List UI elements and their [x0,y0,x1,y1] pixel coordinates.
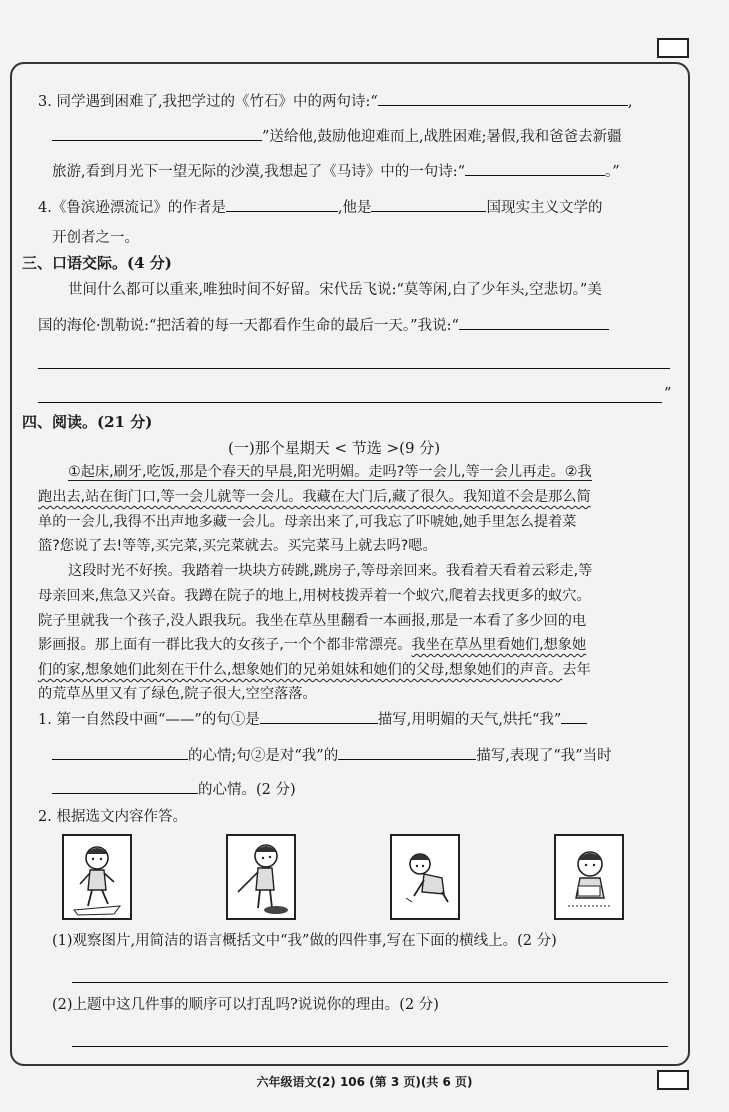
p2-line-4-text: 影画报。那上面有一群比我大的女孩子,一个个都非常漂亮。 [38,637,412,653]
passage-title: (一)那个星期天 < 节选 >(9 分) [228,439,441,457]
q3-blank-3[interactable] [465,160,605,176]
p2-wavy-a: 我坐在草丛里看她们,想象她 [411,637,587,653]
question1-text-a: 1. 第一自然段中画“——”的句①是 [38,712,260,728]
question2-line1 [38,807,187,827]
p1-line-2-text: 跑出去,站在街门口,等一会儿就等一会儿。我藏在大门后,藏了很久。我知道不会是那么简 [38,489,591,505]
question2-sub1-text: (1)观察图片,用简洁的语言概括文中“我”做的四件事,写在下面的横线上。(2 分) [52,933,557,949]
section4-heading: 四、阅读。(21 分) [22,413,153,431]
p1-line-3-text: 单的一会儿,我得不出声地多藏一会儿。母亲出来了,可我忘了吓唬她,她手里怎么提着菜 [38,514,577,530]
p2-line-3 [38,611,586,631]
q3-line1 [38,90,632,112]
p1-line-2 [38,487,591,507]
question1-text-c: 的心情;句②是对“我”的 [188,748,339,764]
question1-text-d: 描写,表现了“我”当时 [476,748,612,764]
q4-line2 [52,228,139,248]
section3-heading: 三、口语交际。(4 分) [22,254,172,272]
question1-text-b: 描写,用明媚的天气,烘托“我” [377,712,562,728]
score-box-bottom [657,1070,689,1090]
section3-answer-line-2[interactable] [38,402,662,403]
boy-looking-up-icon [228,836,294,918]
p2-line-1 [68,561,592,581]
q4-blank-author[interactable] [226,196,338,212]
section3-line2-text: 国的海伦·凯勒说:“把活着的每一天都看作生命的最后一天。”我说:“ [38,318,459,334]
q3-line3-text: 旅游,看到月光下一望无际的沙漠,我想起了《马诗》中的一句诗:“ [52,164,466,180]
p2-line-2 [38,586,591,606]
score-box-top [657,38,689,58]
p1-line-1 [68,462,592,482]
p2-line-4 [38,635,586,655]
question2-answer-line-1[interactable] [72,982,668,983]
p1-line-3 [38,512,576,532]
p1-line-4 [38,536,437,556]
boy-jumping-icon [64,836,130,918]
page-footer: 六年级语文(2) 106 (第 3 页)(共 6 页) [256,1075,473,1089]
question1-text-e: 的心情。(2 分) [198,782,296,798]
p1-line-1-text: ①起床,刷牙,吃饭,那是个春天的早晨,阳光明媚。走吗?等一会儿,等一会儿再走。②我 [68,464,592,480]
boy-sitting-icon [556,836,622,918]
p2-line-5-end: 去年 [562,662,591,678]
q3-line1-end: , [627,94,633,110]
question2-sub2-text: (2)上题中这几件事的顺序可以打乱吗?说说你的理由。(2 分) [52,997,439,1013]
picture-boy-crawling [390,834,460,920]
section3-line1-text: 世间什么都可以重来,唯独时间不好留。宋代岳飞说:“莫等闲,白了少年头,空悲切。”美 [68,282,602,298]
q3-line2 [52,125,622,147]
q3-line3-end: 。” [605,164,620,180]
p2-wavy-b: 们的家,想象她们此刻在干什么,想象她们的兄弟姐妹和她们的父母,想象她们的声音。 [38,662,563,678]
q3-line1-text: 3. 同学遇到困难了,我把学过的《竹石》中的两句诗:“ [38,94,378,110]
question1-blank-1[interactable] [260,708,378,724]
picture-boy-sitting [554,834,624,920]
q3-blank-2[interactable] [52,125,262,141]
question2-sub2 [52,995,439,1015]
question2-sub1 [52,931,557,951]
p2-line-1-text: 这段时光不好挨。我踏着一块块方砖跳,跳房子,等母亲回来。我看着天看着云彩走,等 [68,563,593,579]
question1-blank-3[interactable] [52,744,188,760]
q4-line1 [38,196,602,218]
p2-line-3-text: 院子里就我一个孩子,没人跟我玩。我坐在草丛里翻看一本画报,那是一本看了多少回的电 [38,613,587,629]
boy-crawling-icon [392,836,458,918]
q4-text-b: ,他是 [337,200,372,216]
section3-quote-end: ” [664,386,672,402]
section3-blank-1[interactable] [459,314,609,330]
q4-line2-text: 开创者之一。 [52,230,139,246]
p1-line-4-text: 篮?您说了去!等等,买完菜,买完菜就去。买完菜马上就去吗?嗯。 [38,538,437,554]
p2-line-2-text: 母亲回来,焦急又兴奋。我蹲在院子的地上,用树枝拨弄着一个蚁穴,爬着去找更多的蚁穴。 [38,588,591,604]
q4-text-c: 国现实主义文学的 [486,200,603,216]
p2-line-5 [38,660,591,680]
question1-line2 [52,744,612,766]
section3-line2 [38,314,609,336]
q3-blank-1[interactable] [378,90,628,106]
question1-blank-4[interactable] [338,744,476,760]
picture-boy-with-stick [226,834,296,920]
q3-line2-text: ”送给他,鼓励他迎难而上,战胜困难;暑假,我和爸爸去新疆 [262,129,622,145]
q3-line3 [52,160,620,182]
question1-blank-2[interactable] [561,708,587,724]
q4-text-a: 4.《鲁滨逊漂流记》的作者是 [38,200,226,216]
question2-text: 2. 根据选文内容作答。 [38,809,187,825]
section3-answer-line-1[interactable] [38,368,670,369]
question1-line3 [52,778,296,800]
question1-blank-5[interactable] [52,778,198,794]
p2-line-6-text: 的荒草丛里又有了绿色,院子很大,空空落落。 [38,686,317,702]
p2-line-6 [38,684,317,704]
question1-line1 [38,708,587,730]
picture-boy-jumping [62,834,132,920]
q4-blank-country[interactable] [371,196,486,212]
question2-answer-line-2[interactable] [72,1046,668,1047]
section3-line1 [68,280,602,300]
